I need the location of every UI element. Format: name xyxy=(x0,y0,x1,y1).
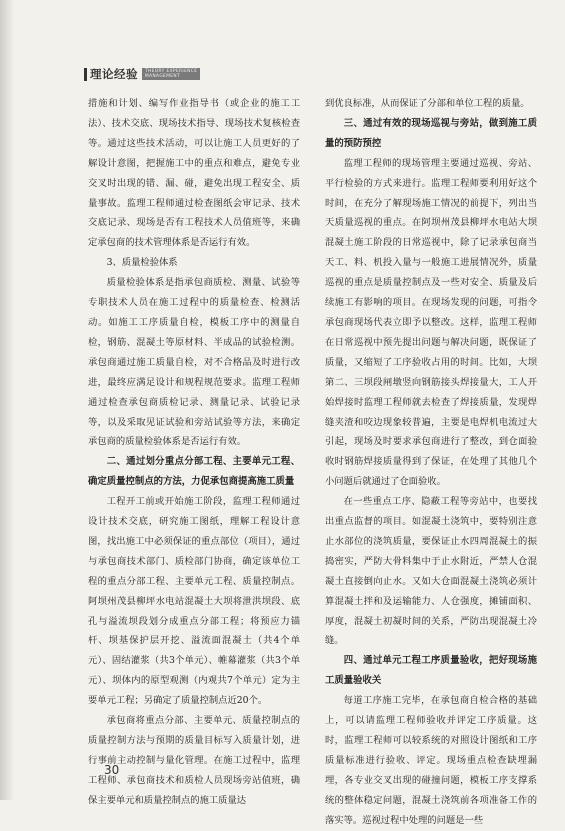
subheading: 3、质量检验体系 xyxy=(106,257,178,269)
paragraph: 每道工序施工完毕，在承包商自检合格的基础上，可以请监理工程师验收并评定工序质量。这时，监理工程师可以较系统的对照设计图纸和工序质量标准进行验收、评定。现场重点检查缺埋漏埋，各专业交叉出现的碰撞问题，模板工序支撑系统的整体稳定问题，混凝土浇筑前各项准备工作的落实等。巡视过程中处理的问题是一些 xyxy=(325,695,537,826)
section-heading: 三、通过有效的现场巡视与旁站，做到施工质量的预防预控 xyxy=(325,117,537,149)
paragraph: 措施和计划、编写作业指导书（或企业的施工工法）、技术交底、现场技术指导、现场技术复核检查等。通过这些技术活动，可以让施工人员更好的了解设计意图，把握施工中的重点和难点，避免专业交叉时出现的错、漏、碰，避免出现工程安全、质量事故。监理工程师通过检查图纸会审记录、技术交底记录、现场是否有工程技术人员值班等，来确定承包商的技术管理体系是否运行有效。 xyxy=(88,98,300,249)
header-english-box xyxy=(142,68,200,80)
running-header xyxy=(84,66,200,82)
section-title: 理论经验 xyxy=(90,67,138,81)
paragraph: 质量检验体系是指承包商质检、测量、试验等专职技术人员在施工过程中的质量检查、检测活动。如施工工序质量自检，模板工序中的测量自检，钢筋、混凝土等原材料、半成品的试验检测。承包商通过施工质量自检，对不合格品及时进行改进，最终应满足设计和规程规范要求。监理工程师通过检查承包商质检记录、测量记录、试验记录等，以及采取见证试验和旁站试验等方法，来确定承包商的质量检验体系是否运行有效。 xyxy=(88,277,300,448)
header-bar-decoration xyxy=(84,68,87,81)
header-english-line2: MANAGEMENT xyxy=(145,74,181,79)
paragraph: 工程开工前或开始施工阶段，监理工程师通过设计技术交底，研究施工图纸，理解工程设计意图，找出施工中必须保证的重点部位（项目），通过与承包商技术部门、质检部门协商，确定该单位工程的重点分部工程、主要单元工程、质量控制点。阿坝州茂县柳坪水电站混凝土大坝将泄洪坝段、底孔与溢流坝段划分成重点分部工程；将预应力锚杆、坝基保护层开挖、溢流面混凝土（共4个单元）、固结灌浆（共3个单元）、帷幕灌浆（共3个单元）、坝体内的原型观测（内观共7个单元）定为主要单元工程；另确定了质量控制点近20个。 xyxy=(88,496,300,707)
section-heading: 二、通过划分重点分部工程、主要单元工程、确定质量控制点的方法，力促承包商提高施工质量 xyxy=(88,456,300,488)
section-heading: 四、通过单元工程工序质量验收，把好现场施工质量验收关 xyxy=(325,655,537,687)
paragraph: 承包商将重点分部、主要单元、质量控制点的质量控制方法与预期的质量目标写入质量计划，进行事前主动控制与量化管理。在施工过程中，监理工程师、承包商技术和质检人员现场旁站值班，确保主要单元和质量控制点的施工质量达 xyxy=(88,715,300,806)
binding-shadow xyxy=(0,0,14,800)
page-number: 30 xyxy=(104,763,120,777)
right-column xyxy=(325,94,537,831)
header-english-line1: THEORY EXPERIENCE xyxy=(145,68,198,74)
left-column xyxy=(88,94,300,811)
paragraph: 监理工程师的现场管理主要通过巡视、旁站、平行检验的方式来进行。监理工程师要利用好这个时间，在充分了解现场施工情况的前提下，列出当天质量巡视的重点。在阿坝州茂县柳坪水电站大坝混凝土施工阶段的日常巡视中，除了记录承包商当天工、料、机投入量与一般施工进展情况外，质量巡视的重点是质量控制点及一些对安全、质量及后续施工有影响的项目。在现场发现的问题，可指令承包商现场代表立即予以整改。这样，监理工程师在日常巡视中预先提出问题与解决问题，既保证了质量，又缩短了工序验收占用的时间。比如，大坝第二、三坝段闸墩竖向钢筋接头焊接量大，工人开始焊接时监理工程师就去检查了焊接质量，发现焊缝夹渣和咬边现象较普遍，主要是电焊机电流过大引起，现场及时要求承包商进行了整改，到仓面验收时钢筋焊接质量得到了保证，在处理了其他几个小问题后就通过了仓面验收。 xyxy=(325,157,537,488)
paragraph: 在一些重点工序、隐蔽工程等旁站中，也要找出重点监督的项目。如混凝土浇筑中，要特别注意止水部位的浇筑质量，要保证止水四周混凝土的振捣密实，严防大骨料集中于止水附近，严禁人仓混凝土直接倒向止水。又如大仓面混凝土浇筑必须计算混凝土拌和及运输能力、人仓强度，摊铺面积、厚度，混凝土初凝时间的关系，严防出现混凝土冷缝。 xyxy=(325,496,537,647)
paragraph: 到优良标准，从而保证了分部和单位工程的质量。 xyxy=(325,98,530,109)
